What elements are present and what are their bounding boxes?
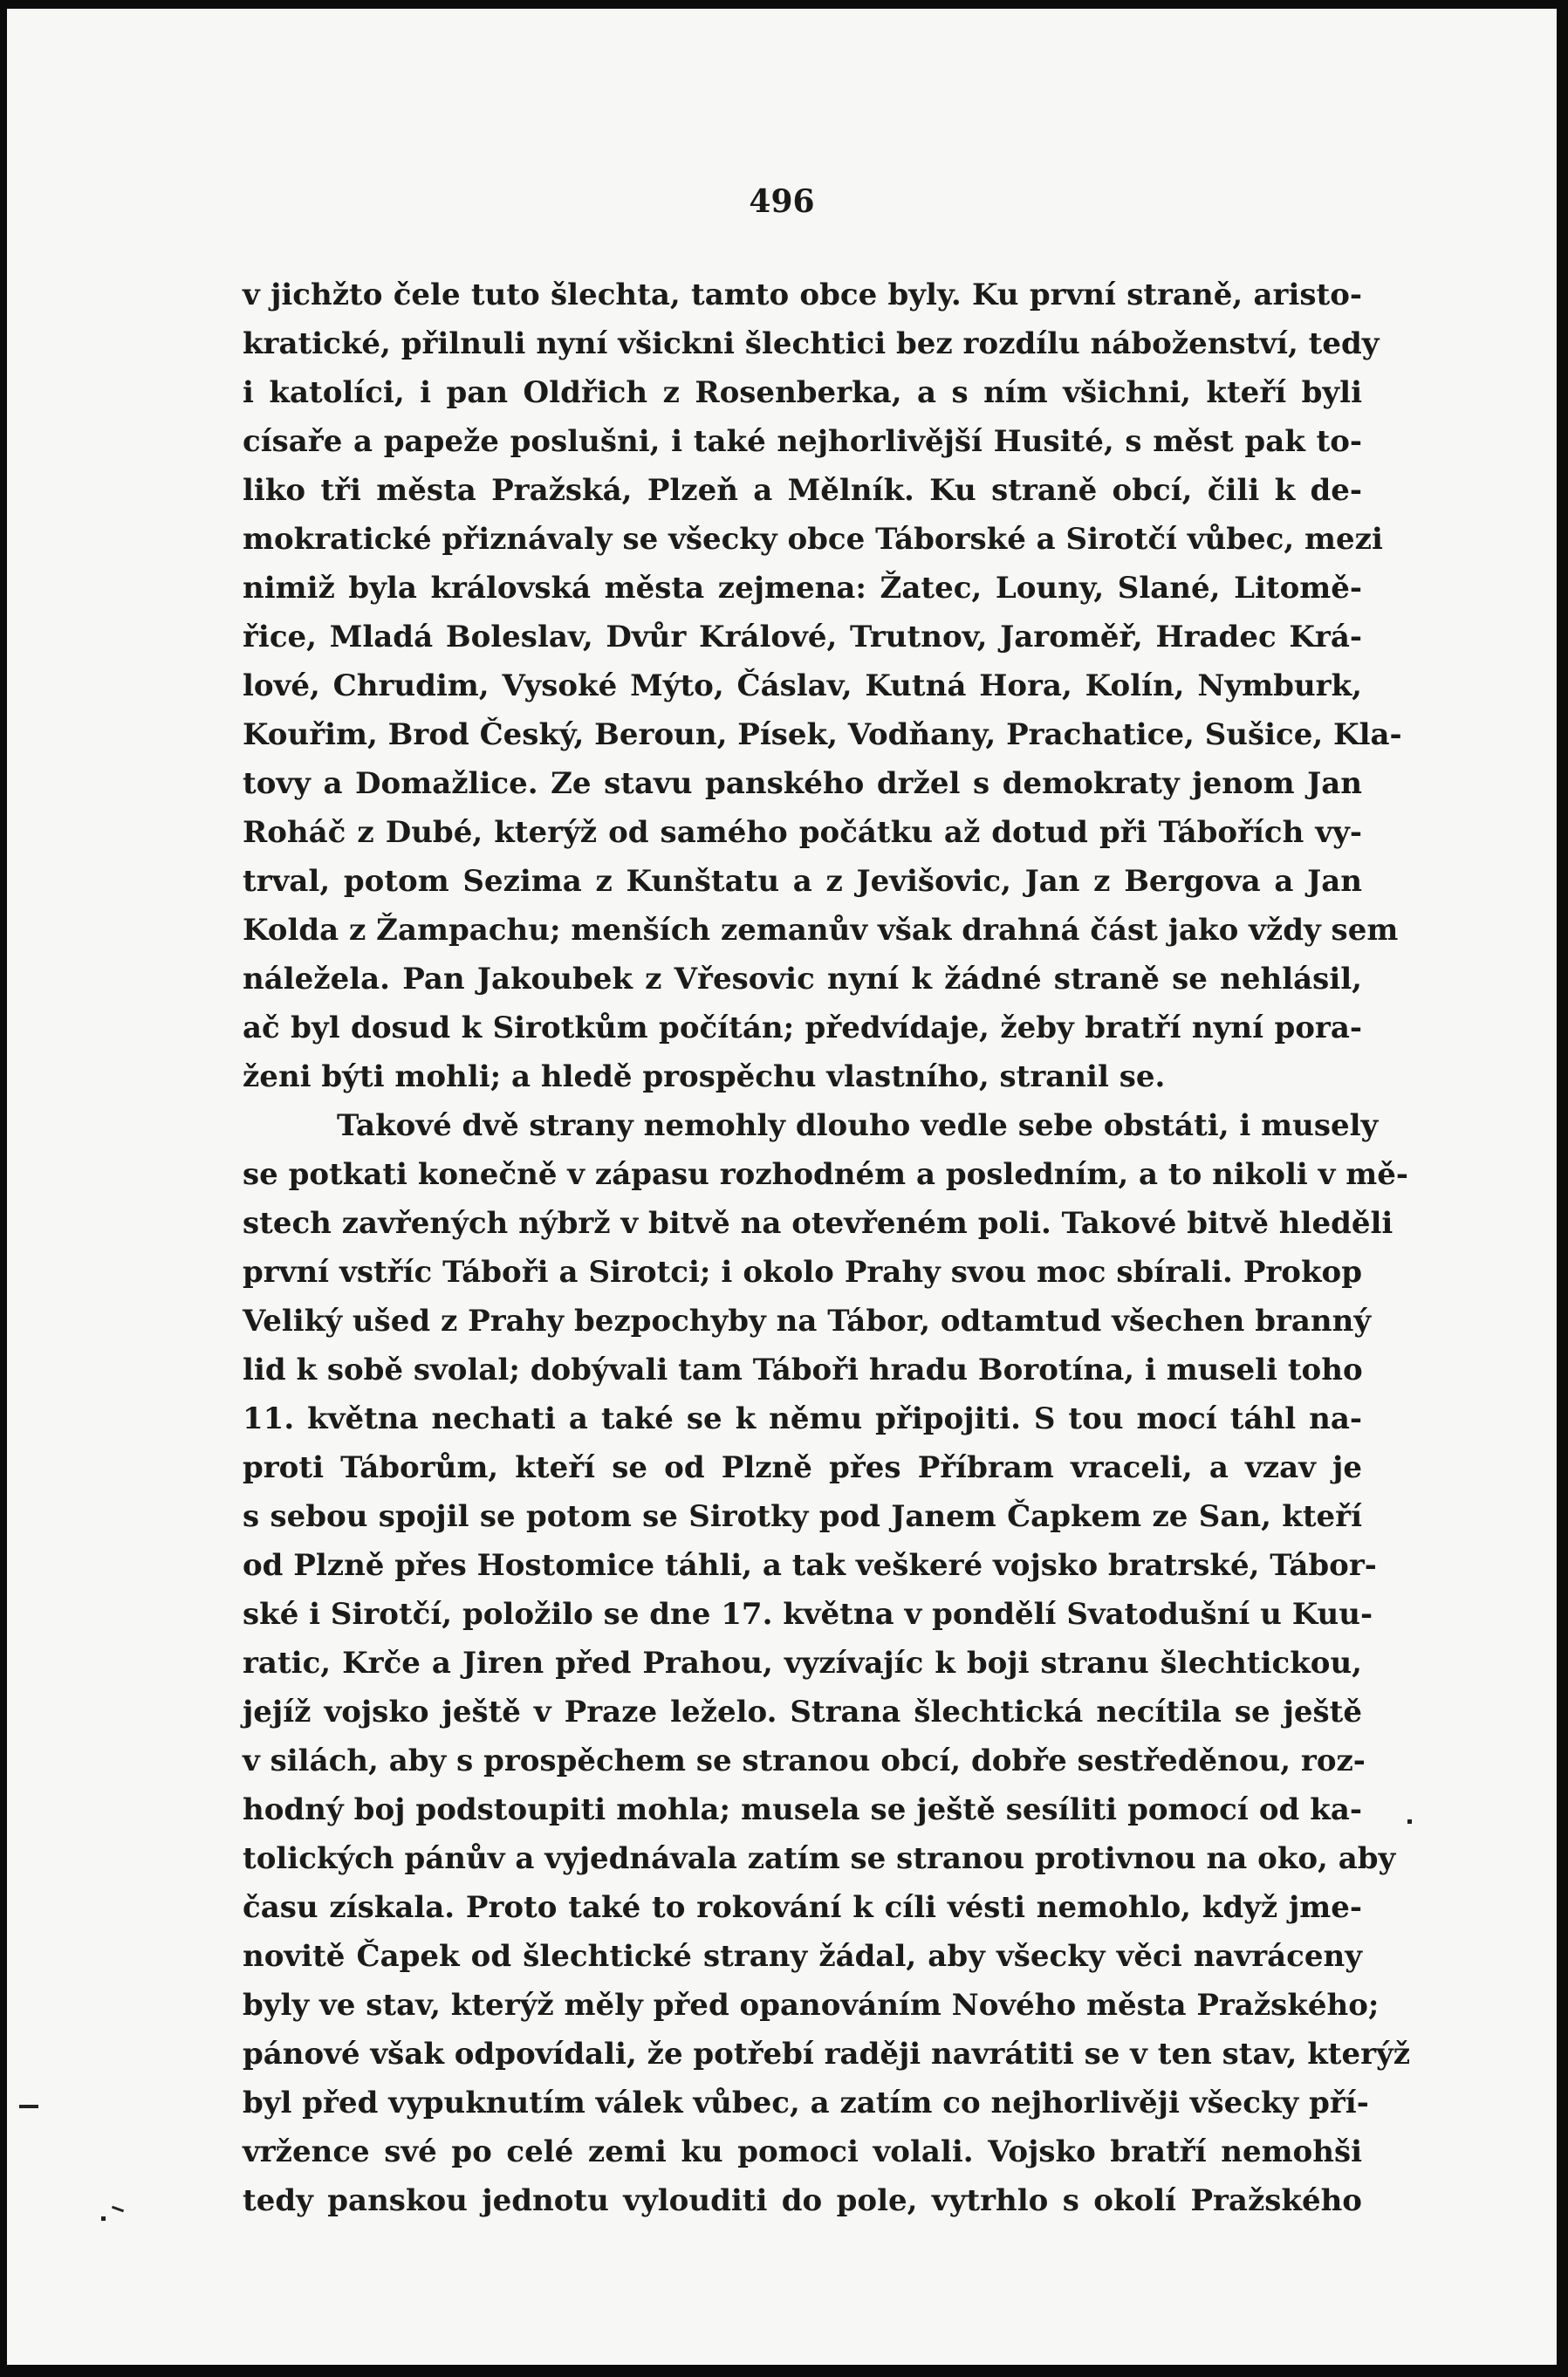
- text-line: 11. května nechati a také se k němu připojiti. S tou mocí táhl na-: [243, 1401, 1362, 1436]
- text-line: času získala. Proto také to rokování k cíli vésti nemohlo, když jme-: [243, 1890, 1362, 1925]
- text-line: ženi býti mohli; a hledě prospěchu vlastního, stranil se.: [243, 1059, 1166, 1094]
- text-line: řice, Mladá Boleslav, Dvůr Králové, Trutnov, Jaroměř, Hradec Krá-: [243, 620, 1362, 654]
- text-line: náležela. Pan Jakoubek z Vřesovic nyní k žádné straně se nehlásil,: [243, 962, 1362, 997]
- page-number: 496: [749, 183, 815, 220]
- text-line: Veliký ušed z Prahy bezpochyby na Tábor, odtamtud všechen branný: [243, 1304, 1372, 1339]
- text-line: nimiž byla královská města zejmena: Žatec, Louny, Slané, Litomě-: [243, 571, 1362, 606]
- text-line: i katolíci, i pan Oldřich z Rosenberka, a s ním všichni, kteří byli: [243, 375, 1362, 410]
- text-line: Takové dvě strany nemohly dlouho vedle sebe obstáti, i musely: [337, 1108, 1379, 1143]
- text-line: lid k sobě svolal; dobývali tam Táboři hradu Borotína, i museli toho: [243, 1353, 1363, 1387]
- text-line: Kouřim, Brod Český, Beroun, Písek, Vodňany, Prachatice, Sušice, Kla-: [243, 717, 1402, 752]
- text-line: Kolda z Žampachu; menších zemanův však drahná část jako vždy sem: [243, 913, 1399, 948]
- text-line: trval, potom Sezima z Kunštatu a z Jevišovic, Jan z Bergova a Jan: [243, 864, 1362, 899]
- text-line: liko tři města Pražská, Plzeň a Mělník. Ku straně obcí, čili k de-: [243, 473, 1362, 508]
- scan-speck: [112, 2206, 124, 2213]
- text-line: v jichžto čele tuto šlechta, tamto obce byly. Ku první straně, aristo-: [243, 277, 1362, 312]
- text-line: novitě Čapek od šlechtické strany žádal, aby všecky věci navráceny: [243, 1939, 1362, 1974]
- text-line: vržence své po celé zemi ku pomoci volali. Vojsko bratří nemohši: [243, 2134, 1362, 2169]
- text-line: ské i Sirotčí, položilo se dne 17. května v pondělí Svatodušní u Kuu-: [243, 1597, 1373, 1632]
- text-line: Roháč z Dubé, kterýž od samého počátku až dotud při Tábořích vy-: [243, 815, 1362, 850]
- text-line: tovy a Domažlice. Ze stavu panského držel s demokraty jenom Jan: [243, 766, 1362, 801]
- text-line: ratic, Krče a Jiren před Prahou, vyzívajíc k boji stranu šlechtickou,: [243, 1646, 1362, 1681]
- text-line: s sebou spojil se potom se Sirotky pod Janem Čapkem ze San, kteří: [243, 1499, 1362, 1534]
- text-line: tedy panskou jednotu vylouditi do pole, vytrhlo s okolí Pražského: [243, 2183, 1362, 2218]
- text-line: pánové však odpovídali, že potřebí raději navrátiti se v ten stav, kterýž: [243, 2037, 1411, 2072]
- scan-speck: [1407, 1819, 1412, 1824]
- text-line: kratické, přilnuli nyní všickni šlechtici bez rozdílu náboženství, tedy: [243, 326, 1380, 361]
- text-line: proti Táborům, kteří se od Plzně přes Příbram vraceli, a vzav je: [243, 1450, 1362, 1485]
- scan-speck: [19, 2105, 38, 2108]
- text-line: od Plzně přes Hostomice táhli, a tak veškeré vojsko bratrské, Tábor-: [243, 1548, 1377, 1583]
- text-line: se potkati konečně v zápasu rozhodném a posledním, a to nikoli v mě-: [243, 1157, 1408, 1192]
- text-line: byl před vypuknutím válek vůbec, a zatím co nejhorlivěji všecky pří-: [243, 2086, 1369, 2120]
- text-line: ač byl dosud k Sirotkům počítán; předvídaje, žeby bratří nyní pora-: [243, 1010, 1362, 1045]
- text-line: v silách, aby s prospěchem se stranou obcí, dobře sestředěnou, roz-: [243, 1743, 1366, 1778]
- body-text: [243, 271, 1411, 2225]
- text-line: první vstříc Táboři a Sirotci; i okolo Prahy svou moc sbírali. Prokop: [243, 1255, 1362, 1290]
- text-line: císaře a papeže poslušni, i také nejhorlivější Husité, s měst pak to-: [243, 424, 1362, 459]
- book-page: [7, 9, 1557, 2365]
- text-line: hodný boj podstoupiti mohla; musela se ještě sesíliti pomocí od ka-: [243, 1792, 1362, 1827]
- text-line: tolických pánův a vyjednávala zatím se stranou protivnou na oko, aby: [243, 1841, 1396, 1876]
- text-line: stech zavřených nýbrž v bitvě na otevřeném poli. Takové bitvě hleděli: [243, 1206, 1393, 1241]
- text-line: jejíž vojsko ještě v Praze leželo. Strana šlechtická necítila se ještě: [243, 1695, 1362, 1730]
- text-line: byly ve stav, kterýž měly před opanováním Nového města Pražského;: [243, 1988, 1380, 2023]
- text-line: mokratické přiznávaly se všecky obce Táborské a Sirotčí vůbec, mezi: [243, 522, 1383, 557]
- text-line: lové, Chrudim, Vysoké Mýto, Čáslav, Kutná Hora, Kolín, Nymburk,: [243, 668, 1362, 703]
- scan-speck: [101, 2216, 106, 2221]
